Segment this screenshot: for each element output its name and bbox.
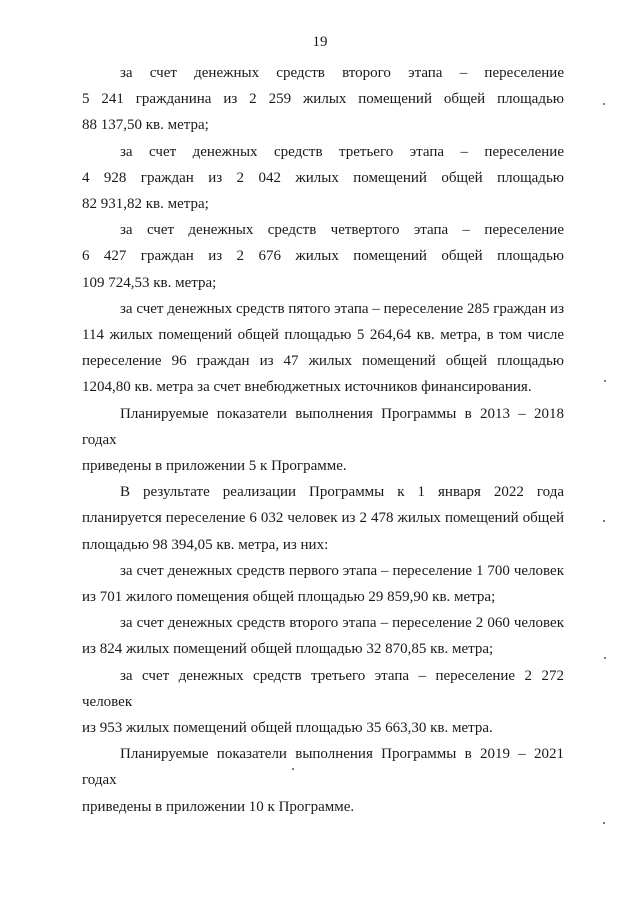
text-line: за счет денежных средств первого этапа – переселение 1 700 человек [120,562,564,579]
paragraph-stage3 [82,139,564,218]
text-line: за счет денежных средств второго этапа – переселение 2 060 человек [120,615,564,632]
text-line: 114 жилых помещений общей площадью 5 264,64 кв. метра, в том числе [82,327,564,344]
text-line: 88 137,50 кв. метра; [82,117,209,134]
scan-speck [292,768,294,770]
paragraph-plan-2019-2021 [82,741,564,820]
paragraph-2022-stage3 [82,663,564,742]
paragraph-result-2022 [82,479,564,558]
text-line: В результате реализации Программы к 1 января 2022 года [120,484,564,501]
scan-speck [603,822,605,824]
text-line: из 701 жилого помещения общей площадью 29 859,90 кв. метра; [82,589,496,606]
text-line: из 953 жилых помещений общей площадью 35 663,30 кв. метра. [82,720,493,737]
scan-speck [604,380,606,382]
scan-speck [603,520,605,522]
paragraph-2022-stage1 [82,558,564,610]
text-line: 5 241 гражданина из 2 259 жилых помещений общей площадью [82,91,564,108]
text-line: за счет денежных средств четвертого этапа – переселение [120,222,564,239]
document-body [82,60,564,820]
paragraph-stage5 [82,296,564,401]
text-line: за счет денежных средств пятого этапа – переселение 285 граждан из [120,300,564,317]
text-line: за счет денежных средств третьего этапа – переселение [120,143,564,160]
paragraph-2022-stage2 [82,610,564,662]
text-line: за счет денежных средств второго этапа – переселение [120,65,564,81]
text-line: 4 928 граждан из 2 042 жилых помещений общей площадью [82,169,564,186]
text-line: площадью 98 394,05 кв. метра, из них: [82,536,329,553]
text-line: 82 931,82 кв. метра; [82,196,209,213]
text-line: 1204,80 кв. метра за счет внебюджетных источников финансирования. [82,379,532,396]
text-line: Планируемые показатели выполнения Программы в 2013 – 2018 годах [82,405,564,448]
paragraph-plan-2013-2018 [82,401,564,480]
text-line: планируется переселение 6 032 человек из 2 478 жилых помещений общей [82,510,564,527]
text-line: 109 724,53 кв. метра; [82,274,217,291]
paragraph-stage2 [82,60,564,139]
scan-speck [603,103,605,105]
text-line: приведены в приложении 5 к Программе. [82,458,347,475]
page-number: 19 [312,34,328,50]
text-line: из 824 жилых помещений общей площадью 32 870,85 кв. метра; [82,641,494,658]
scan-speck [604,657,606,659]
text-line: 6 427 граждан из 2 676 жилых помещений общей площадью [82,248,564,265]
text-line: приведены в приложении 10 к Программе. [82,798,355,815]
text-line: Планируемые показатели выполнения Программы в 2019 – 2021 годах [82,746,564,789]
paragraph-stage4 [82,217,564,296]
text-line: переселение 96 граждан из 47 жилых помещений общей площадью [82,353,564,370]
text-line: за счет денежных средств третьего этапа – переселение 2 272 человек [82,667,564,710]
